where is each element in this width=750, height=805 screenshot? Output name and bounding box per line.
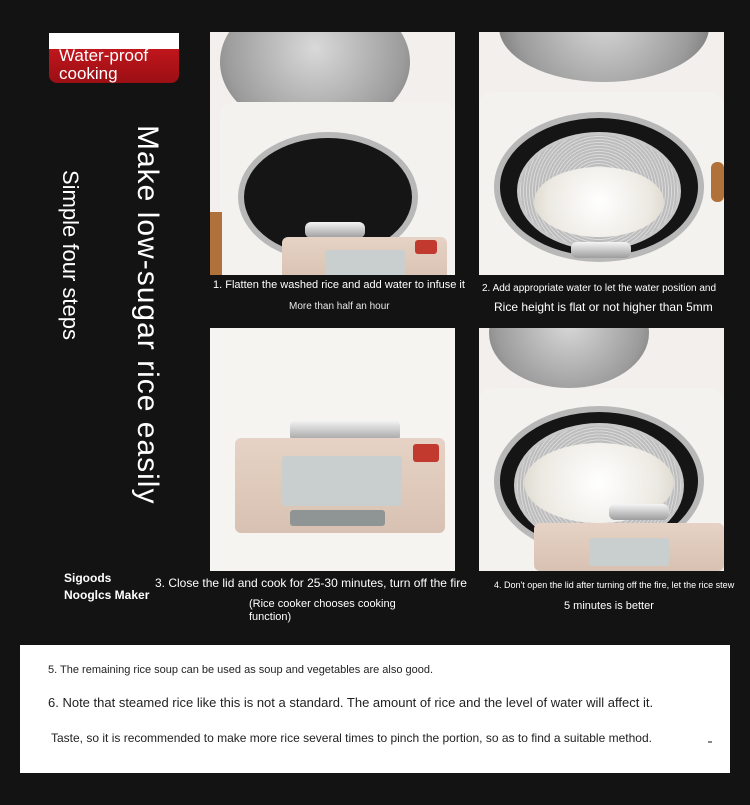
step2-photo	[479, 32, 724, 275]
step3-photo	[210, 328, 455, 571]
cooker-handle	[609, 504, 669, 520]
step2-caption: 2. Add appropriate water to let the water position and	[482, 283, 717, 294]
step1-note: More than half an hour	[289, 301, 390, 312]
brand-line2: Nooglcs Maker	[64, 588, 150, 602]
headline: Make low-sugar rice easily	[131, 125, 164, 505]
cooker-lid	[499, 32, 709, 82]
step4-note: 5 minutes is better	[564, 600, 654, 612]
step1-photo	[210, 32, 455, 275]
display-screen	[589, 538, 669, 566]
wooden-surface	[210, 212, 222, 275]
waterproof-badge	[49, 33, 179, 83]
display-screen	[282, 456, 402, 506]
note-6-continued: Taste, so it is recommended to make more rice several times to pinch the portion, so as to find a suitable method.	[51, 731, 652, 745]
subheadline: Simple four steps	[58, 170, 83, 340]
step4-caption: 4. Don't open the lid after turning off the fire, let the rice stew	[494, 580, 735, 590]
step4-photo	[479, 328, 724, 571]
brand-line1: Sigoods	[64, 571, 112, 585]
cooker-lid	[489, 328, 649, 388]
step1-caption: 1. Flatten the washed rice and add water to infuse it	[213, 279, 465, 291]
cooker-handle	[571, 242, 631, 258]
start-button	[413, 444, 439, 462]
cooker-handle	[305, 222, 365, 238]
badge-line1: Water-proof	[59, 46, 149, 65]
start-button	[415, 240, 437, 254]
badge-line2: cooking	[59, 64, 118, 83]
rice	[534, 167, 664, 237]
step3-note: (Rice cooker chooses cooking function)	[249, 598, 396, 623]
decorative-dot	[708, 741, 712, 743]
step3-caption: 3. Close the lid and cook for 25-30 minutes, turn off the fire	[155, 576, 467, 590]
note-5: 5. The remaining rice soup can be used as soup and vegetables are also good.	[48, 664, 434, 676]
note-6: 6. Note that steamed rice like this is not a standard. The amount of rice and the level of water will affect it.	[48, 695, 654, 710]
notes-panel	[20, 645, 730, 773]
display-screen	[325, 250, 405, 275]
wooden-item	[711, 162, 724, 202]
button-row	[290, 510, 385, 526]
step2-note: Rice height is flat or not higher than 5mm	[494, 300, 713, 314]
